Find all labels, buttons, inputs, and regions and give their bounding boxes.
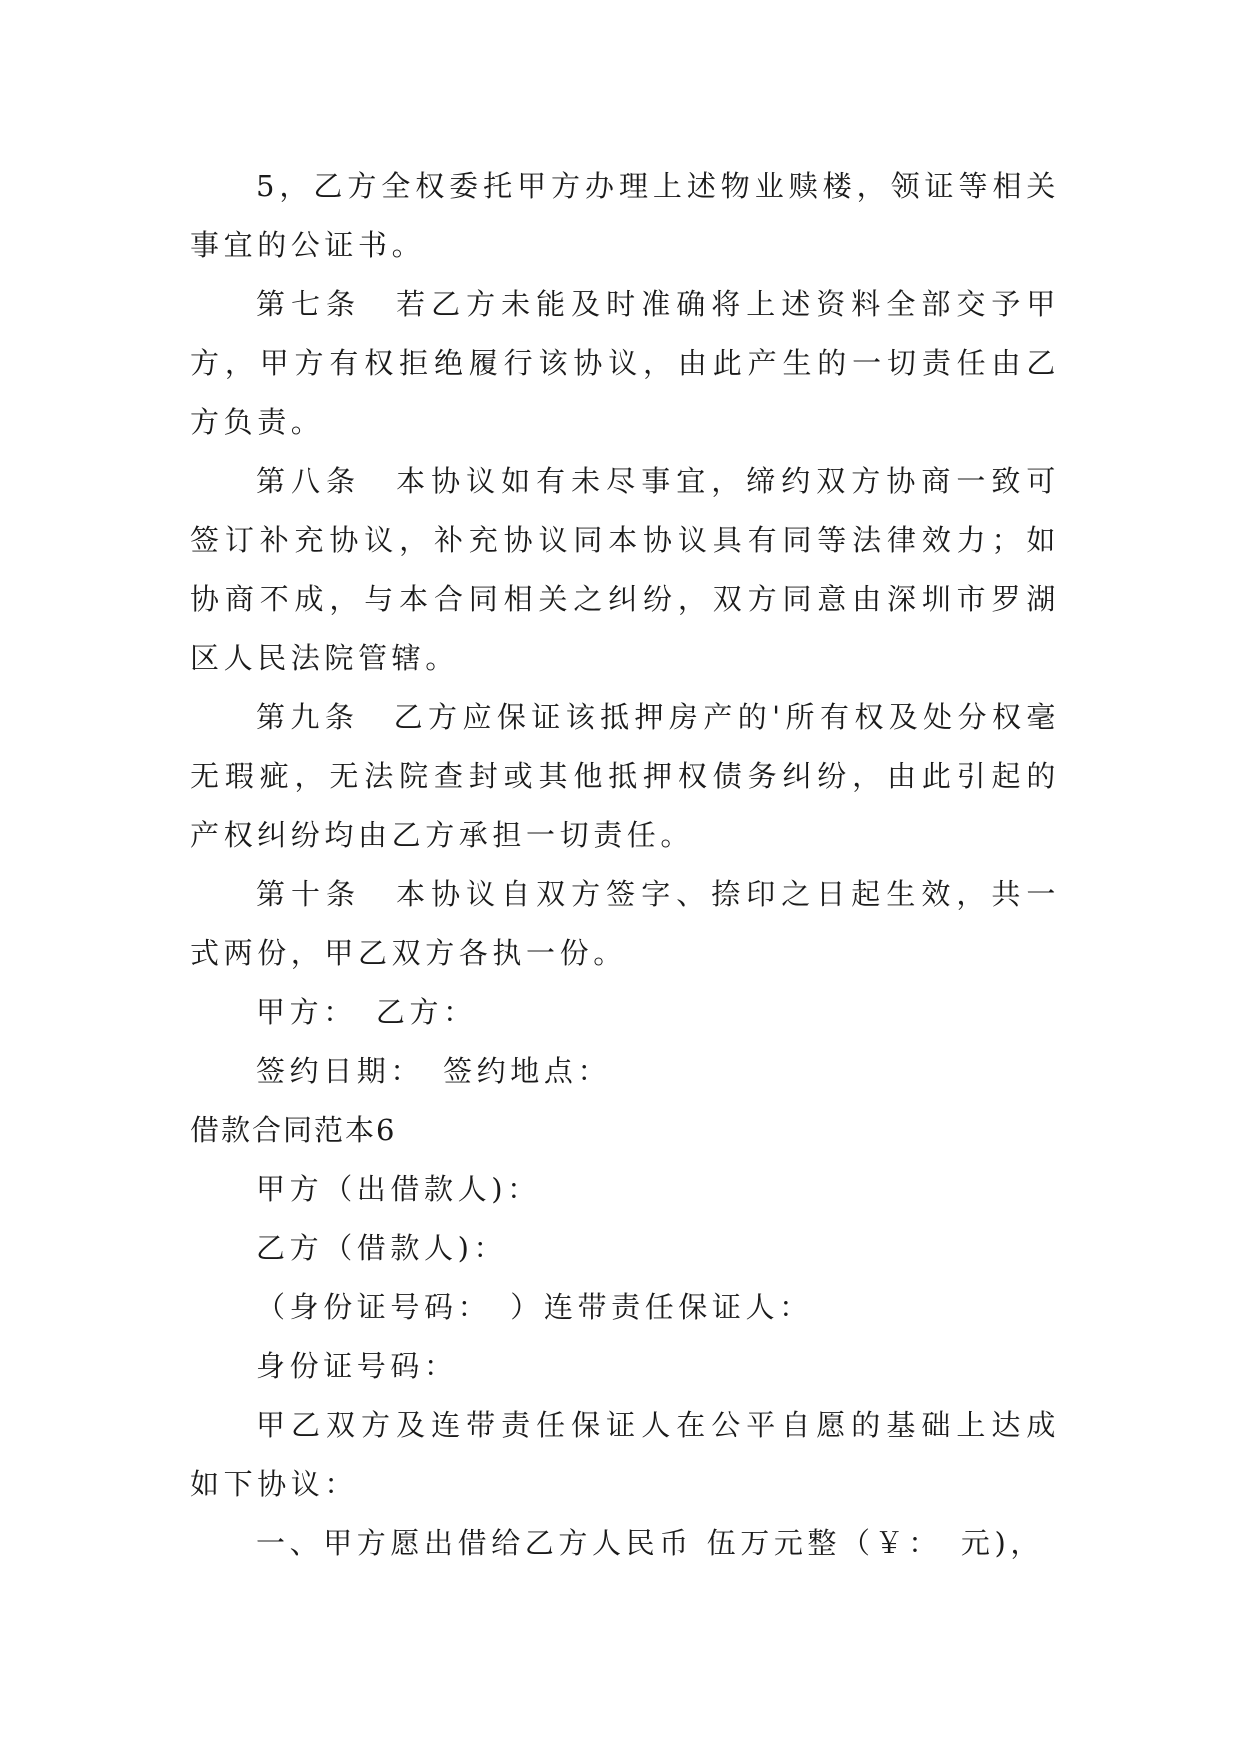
signature-parties-line: 甲方： 乙方： — [256, 995, 477, 1029]
section-title: 借款合同范本6 — [190, 1113, 397, 1147]
party-b-line: 乙方（借款人)： — [256, 1231, 508, 1265]
paragraph-article-8: 第八条 本协议如有未尽事宜，缔约双方协商一致可签订补充协议，补充协议同本协议具有同等法律效力；如协商不成，与本合同相关之纠纷，双方同意由深圳市罗湖区人民法院管辖。 — [190, 464, 1060, 675]
clause-one-paragraph: 一、甲方愿出借给乙方人民币 伍万元整（￥： 元)， — [256, 1526, 1045, 1560]
id-number-line: 身份证号码： — [256, 1349, 458, 1383]
paragraph-article-7: 第七条 若乙方未能及时准确将上述资料全部交予甲方，甲方有权拒绝履行该协议，由此产生的一切责任由乙方负责。 — [190, 287, 1060, 439]
document-body — [190, 157, 1060, 1573]
agreement-intro-paragraph: 甲乙双方及连带责任保证人在公平自愿的基础上达成如下协议： — [190, 1408, 1060, 1501]
guarantor-line: （身份证号码： ）连带责任保证人： — [256, 1290, 813, 1324]
signing-date-place-line: 签约日期： 签约地点： — [256, 1054, 612, 1088]
paragraph-article-10: 第十条 本协议自双方签字、捺印之日起生效，共一式两份，甲乙双方各执一份。 — [190, 877, 1060, 970]
party-a-line: 甲方（出借款人)： — [256, 1172, 541, 1206]
paragraph-article-9: 第九条 乙方应保证该抵押房产的'所有权及处分权毫无瑕疵，无法院查封或其他抵押权债务纠纷，由此引起的产权纠纷均由乙方承担一切责任。 — [190, 700, 1060, 852]
paragraph-clause-5: 5，乙方全权委托甲方办理上述物业赎楼，领证等相关事宜的公证书。 — [190, 169, 1060, 262]
